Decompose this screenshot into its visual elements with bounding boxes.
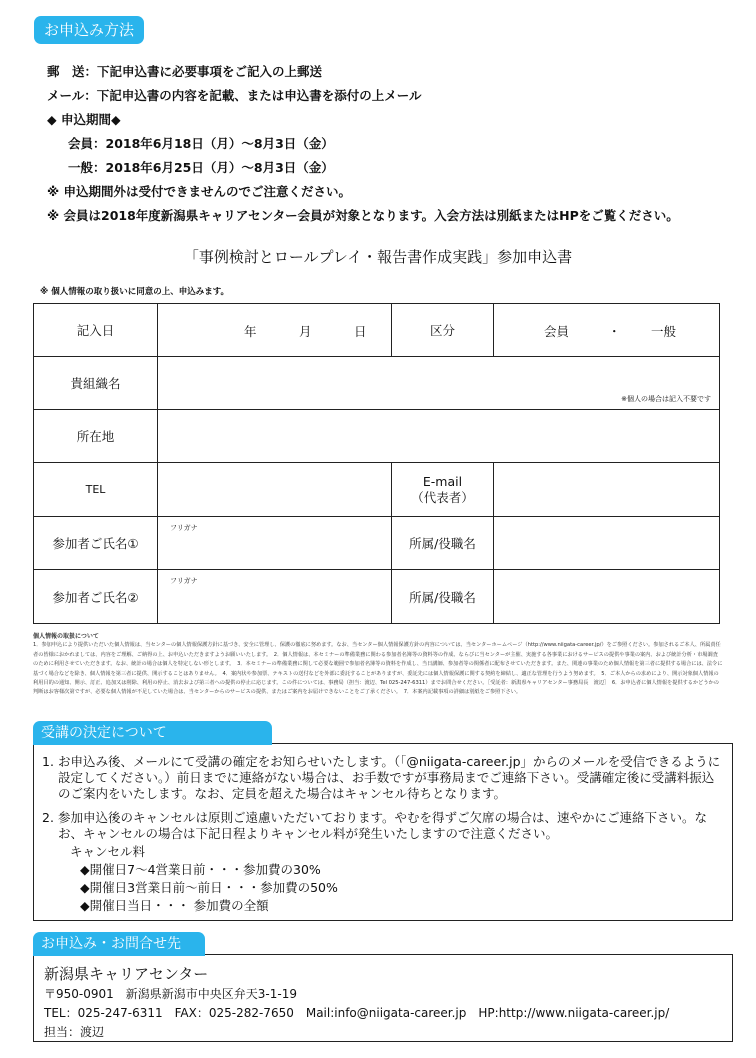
participant-2-label: 参加者ご氏名② (34, 570, 158, 624)
privacy-body: 1．参加申込により提供いただいた個人情報は、当センターの個人情報保護方針に基づき、安全に管理し、保護の徹底に努めます。なお、当センター個人情報保護方針の内容については、当センターホームページ（http://www.niigata-career.jp/）をご参照ください。参加されるご本人、所属責任者の皆様におかれましては、内容をご理解、ご納得の上、お申込いただきますようお願いいたします。 2．個人情報は、本セミナーの準備業務に関わる参加者名簿等の資料等の作成、ならびに当センターが主催、実施する各事業におけるサービスの提供や事業の案内、および統計分析・市場調査のために利用させていただきます。なお、統計の場合は個人を特定しない形とします。 3．本セミナーの準備業務に関して必要な範囲で参加者名簿等の資料を作成し、当日講師、参加者等の関係者に配布させていただきます。また、関連の事業のため個人情報を第三者に提供する場合には、法令に基づく場合などを除き、個人情報を第三者に提供、開示することはありません。 4．案内状や参加票、テキストの送付などを外部に委託することがありますが、委託先には個人情報保護に関する契約を締結し、適正な管理を行うよう努めます。 5．ご本人からの求めにより、開示対象個人情報の利用目的の通知、開示、訂正、追加又は削除、利用の停止、消去および第三者への提供の停止に応じます。この件については、事務局（担当：渡辺、Tel 025-247-6311）までお問合せください。［受託者：新潟県キャリアセンター事務局長 渡辺］ 6．お申込者に個人情報を提供するかどうかの判断はお客様次第ですが、必要な個人情報が不足していた場合は、当センターからのサービスの提供、またはご案内をお届けできないことをご了承ください。 7．本案内記載事項の詳細は別紙をご参照下さい。 (33, 642, 723, 696)
form-row-participant-1 (34, 517, 720, 570)
decision-item-1-number: 1. (42, 754, 54, 769)
tel-label: TEL (34, 463, 158, 517)
contact-tel-line: TEL：025-247-6311 FAX：025-282-7650 Mail:info@niigata-career.jp HP:http://www.niigata-career.jp/ (44, 1006, 670, 1020)
section-heading-decision: 受講の決定について (33, 721, 272, 745)
form-title: 「事例検討とロールプレイ・報告書作成実践」参加申込書 (183, 248, 573, 266)
member-period: 会員：2018年6月18日（月）～8月3日（金） (68, 136, 334, 151)
general-option[interactable]: 一般 (651, 324, 677, 339)
member-option[interactable]: 会員 (544, 324, 570, 339)
postal-instruction: 郵 送：下記申込書に必要事項をご記入の上郵送 (47, 64, 323, 79)
affiliation-1-label: 所属/役職名 (392, 517, 494, 570)
form-row-organization (34, 357, 720, 410)
participant-1-label: 参加者ご氏名① (34, 517, 158, 570)
participant-1-field[interactable] (158, 517, 392, 570)
form-row-date (34, 304, 720, 357)
participant-1-furigana: フリガナ (170, 524, 198, 532)
address-field[interactable] (158, 410, 720, 463)
privacy-policy (33, 632, 723, 698)
member-note: ※ 会員は2018年度新潟県キャリアセンター会員が対象となります。入会方法は別紙またはHPをご覧ください。 (47, 208, 679, 223)
affiliation-1-field[interactable] (494, 517, 720, 570)
organization-note: ※個人の場合は記入不要です (621, 395, 711, 403)
email-sub-label: （代表者） (411, 489, 474, 505)
email-instruction: メール：下記申込書の内容を記載、または申込書を添付の上メール (47, 88, 422, 103)
section-heading-application-method: お申込み方法 (34, 16, 144, 44)
email-field[interactable] (494, 463, 720, 517)
affiliation-2-field[interactable] (494, 570, 720, 624)
option-separator: ・ (608, 324, 621, 339)
contact-org: 新潟県キャリアセンター (44, 965, 209, 983)
cancel-item-3: ◆開催日当日・・・ 参加費の全額 (80, 898, 269, 913)
period-heading: ◆ 申込期間◆ (47, 112, 121, 127)
category-label: 区分 (392, 304, 494, 357)
day-label: 日 (354, 324, 367, 339)
contact-address: 〒950-0901 新潟県新潟市中央区弁天3-1-19 (44, 987, 297, 1001)
cancel-title: キャンセル料 (70, 844, 146, 859)
year-label: 年 (244, 324, 257, 339)
month-label: 月 (299, 324, 312, 339)
period-note: ※ 申込期間外は受付できませんのでご注意ください。 (47, 184, 352, 199)
consent-note: ※ 個人情報の取り扱いに同意の上、申込みます。 (40, 287, 230, 297)
decision-box (33, 743, 733, 921)
organization-label: 貴組織名 (34, 357, 158, 410)
date-field[interactable] (158, 304, 392, 357)
contact-box (33, 954, 733, 1042)
form-row-address (34, 410, 720, 463)
participant-2-furigana: フリガナ (170, 577, 198, 585)
date-label: 記入日 (34, 304, 158, 357)
decision-item-1: お申込み後、メールにて受講の確定をお知らせいたします。（「@niigata-career.jp」からのメールを受信できるように設定してください。）前日までに連絡がない場合は、お手数ですが事務局までご連絡下さい。受講確定後に受講料振込のご案内をいたします。なお、定員を超えた場合はキャンセル待ちとなります。 (58, 754, 721, 801)
cancel-item-1: ◆開催日7～4営業日前・・・参加費の30% (80, 862, 321, 877)
privacy-title: 個人情報の取扱について (33, 633, 99, 640)
organization-field[interactable] (158, 357, 720, 410)
section-heading-contact: お申込み・お問合せ先 (33, 932, 205, 956)
affiliation-2-label: 所属/役職名 (392, 570, 494, 624)
tel-field[interactable] (158, 463, 392, 517)
form-row-tel (34, 463, 720, 517)
category-field[interactable] (494, 304, 720, 357)
address-label: 所在地 (34, 410, 158, 463)
email-label: E-mail (422, 473, 463, 489)
form-row-participant-2 (34, 570, 720, 624)
cancel-item-2: ◆開催日3営業日前～前日・・・参加費の50% (80, 880, 338, 895)
decision-item-2: 参加申込後のキャンセルは原則ご遠慮いただいております。やむを得ずご欠席の場合は、速やかにご連絡下さい。なお、キャンセルの場合は下記日程よりキャンセル料が発生いたしますので注意ください。 (58, 810, 708, 841)
participant-2-field[interactable] (158, 570, 392, 624)
email-label-cell (392, 463, 494, 517)
application-form-table (33, 303, 720, 624)
contact-person: 担当：渡辺 (44, 1025, 105, 1039)
decision-item-2-number: 2. (42, 810, 54, 825)
general-period: 一般：2018年6月25日（月）～8月3日（金） (68, 160, 334, 175)
